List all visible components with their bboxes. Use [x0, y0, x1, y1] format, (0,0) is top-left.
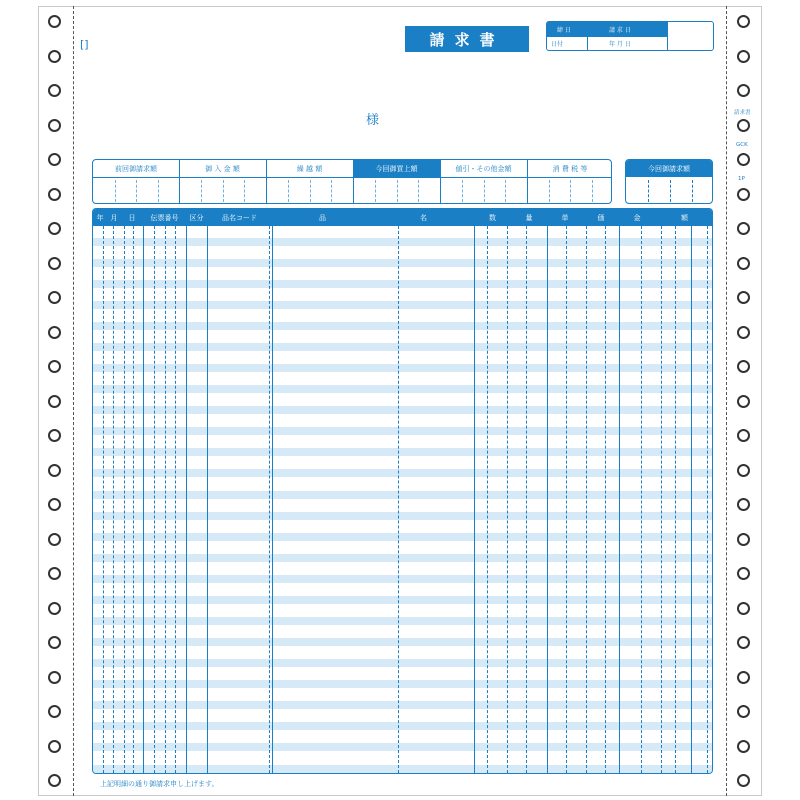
tractor-hole	[48, 705, 61, 718]
tractor-hole	[737, 533, 750, 546]
column-divider	[186, 209, 187, 773]
amount-tick	[375, 180, 376, 202]
tractor-hole	[48, 291, 61, 304]
right-tractor-strip	[726, 6, 762, 796]
tractor-hole	[737, 50, 750, 63]
summary-header-cell: 御 入 金 額	[205, 164, 240, 173]
tractor-hole	[737, 636, 750, 649]
amount-tick	[418, 180, 419, 202]
tractor-hole	[737, 188, 750, 201]
tractor-hole	[737, 498, 750, 511]
tractor-hole	[737, 84, 750, 97]
stamp-value-row	[547, 36, 667, 50]
amount-tick	[136, 180, 137, 202]
tractor-hole	[48, 50, 61, 63]
tractor-hole	[737, 774, 750, 787]
recipient-suffix: 様	[366, 113, 380, 128]
summary-box	[92, 159, 612, 204]
column-divider	[143, 209, 144, 773]
column-header: 品	[319, 213, 326, 222]
summary-header-cell: 前回御請求額	[115, 164, 157, 173]
column-divider	[691, 209, 692, 773]
amount-tick	[592, 180, 593, 202]
amount-tick	[484, 180, 485, 202]
tractor-hole	[48, 326, 61, 339]
tractor-hole	[48, 533, 61, 546]
amount-tick	[648, 180, 649, 202]
amount-tick	[692, 180, 693, 202]
tractor-hole	[48, 740, 61, 753]
column-divider	[619, 209, 620, 773]
column-divider	[207, 209, 208, 773]
column-header: 日	[128, 213, 136, 222]
footer-note: 上記明細の通り御請求申し上げます。	[100, 780, 219, 788]
digit-guide	[133, 226, 134, 773]
tractor-hole	[737, 395, 750, 408]
column-header: 月	[110, 213, 118, 222]
stamp-label: 日付	[551, 41, 564, 48]
digit-guide	[675, 226, 676, 773]
digit-guide	[487, 226, 488, 773]
amount-tick	[462, 180, 463, 202]
tractor-hole	[48, 671, 61, 684]
amount-tick	[549, 180, 550, 202]
summary-divider	[353, 160, 354, 204]
digit-guide	[566, 226, 567, 773]
digit-guide	[175, 226, 176, 773]
digit-guide	[113, 226, 114, 773]
tractor-hole	[48, 602, 61, 615]
column-header: 量	[525, 213, 533, 222]
digit-guide	[661, 226, 662, 773]
tractor-hole	[737, 429, 750, 442]
tractor-hole	[737, 291, 750, 304]
digit-guide	[269, 226, 270, 773]
digit-guide	[526, 226, 527, 773]
summary-header-cell: 消 費 税 等	[552, 164, 588, 173]
tractor-hole	[48, 360, 61, 373]
tractor-hole	[48, 395, 61, 408]
amount-tick	[201, 180, 202, 202]
column-header: 金	[633, 213, 641, 222]
column-divider	[547, 209, 548, 773]
side-note: 1P	[738, 176, 745, 182]
digit-guide	[154, 226, 155, 773]
current-billing-header: 今回御請求額	[626, 160, 712, 177]
left-tractor-strip	[38, 6, 74, 796]
amount-tick	[397, 180, 398, 202]
summary-header-line	[93, 177, 611, 178]
digit-guide	[586, 226, 587, 773]
digit-guide	[507, 226, 508, 773]
tractor-hole	[48, 567, 61, 580]
tractor-hole	[737, 15, 750, 28]
column-divider	[474, 209, 475, 773]
column-header: 価	[597, 213, 605, 222]
tractor-hole	[737, 464, 750, 477]
tractor-hole	[737, 119, 750, 132]
tractor-hole	[48, 429, 61, 442]
left-mark: []	[80, 38, 89, 51]
stamp-divider	[667, 22, 668, 50]
tractor-hole	[48, 464, 61, 477]
stamp-label: 年 月 日	[609, 41, 631, 48]
summary-header-cell: 繰 越 額	[296, 164, 323, 173]
column-header: 伝票番号	[150, 213, 179, 222]
amount-tick	[288, 180, 289, 202]
summary-divider	[440, 160, 441, 204]
digit-guide	[398, 226, 399, 773]
tractor-hole	[48, 15, 61, 28]
tractor-hole	[737, 360, 750, 373]
current-billing-box	[625, 159, 713, 204]
column-header: 単	[561, 213, 569, 222]
column-header: 年	[96, 213, 104, 222]
amount-tick	[570, 180, 571, 202]
digit-guide	[165, 226, 166, 773]
summary-divider	[179, 160, 180, 204]
column-header: 品名コード	[222, 213, 257, 222]
tractor-hole	[737, 705, 750, 718]
stamp-divider	[587, 22, 588, 50]
tractor-hole	[48, 119, 61, 132]
summary-header-cell: 今回御買上額	[353, 160, 440, 177]
column-divider	[272, 209, 273, 773]
digit-guide	[605, 226, 606, 773]
date-stamp-box	[546, 21, 714, 51]
amount-tick	[310, 180, 311, 202]
column-header: 数	[489, 213, 496, 222]
digit-guide	[103, 226, 104, 773]
document-title: 請求書	[405, 26, 529, 52]
tractor-hole	[737, 740, 750, 753]
tractor-hole	[48, 498, 61, 511]
summary-divider	[527, 160, 528, 204]
amount-tick	[244, 180, 245, 202]
digit-guide	[641, 226, 642, 773]
tractor-hole	[737, 153, 750, 166]
amount-tick	[670, 180, 671, 202]
tractor-hole	[48, 153, 61, 166]
tractor-hole	[48, 774, 61, 787]
digit-guide	[124, 226, 125, 773]
stamp-label: 締 日	[557, 27, 571, 34]
tractor-hole	[737, 257, 750, 270]
tractor-hole	[737, 567, 750, 580]
summary-header-cell: 値引・その他金額	[455, 164, 512, 173]
amount-tick	[505, 180, 506, 202]
tractor-hole	[48, 188, 61, 201]
line-items-table	[92, 208, 713, 774]
tractor-hole	[48, 636, 61, 649]
tractor-hole	[48, 222, 61, 235]
amount-tick	[331, 180, 332, 202]
digit-guide	[707, 226, 708, 773]
column-header: 名	[420, 213, 427, 222]
tractor-hole	[737, 326, 750, 339]
amount-tick	[223, 180, 224, 202]
side-note: GCK	[736, 142, 748, 148]
tractor-hole	[737, 671, 750, 684]
tractor-hole	[48, 257, 61, 270]
amount-tick	[115, 180, 116, 202]
amount-tick	[158, 180, 159, 202]
column-header: 区分	[189, 213, 204, 222]
tractor-hole	[737, 602, 750, 615]
stamp-label: 請 求 日	[609, 27, 631, 34]
tractor-hole	[737, 222, 750, 235]
side-note: 請求書	[734, 110, 751, 116]
summary-divider	[266, 160, 267, 204]
tractor-hole	[48, 84, 61, 97]
column-header: 額	[681, 213, 688, 222]
